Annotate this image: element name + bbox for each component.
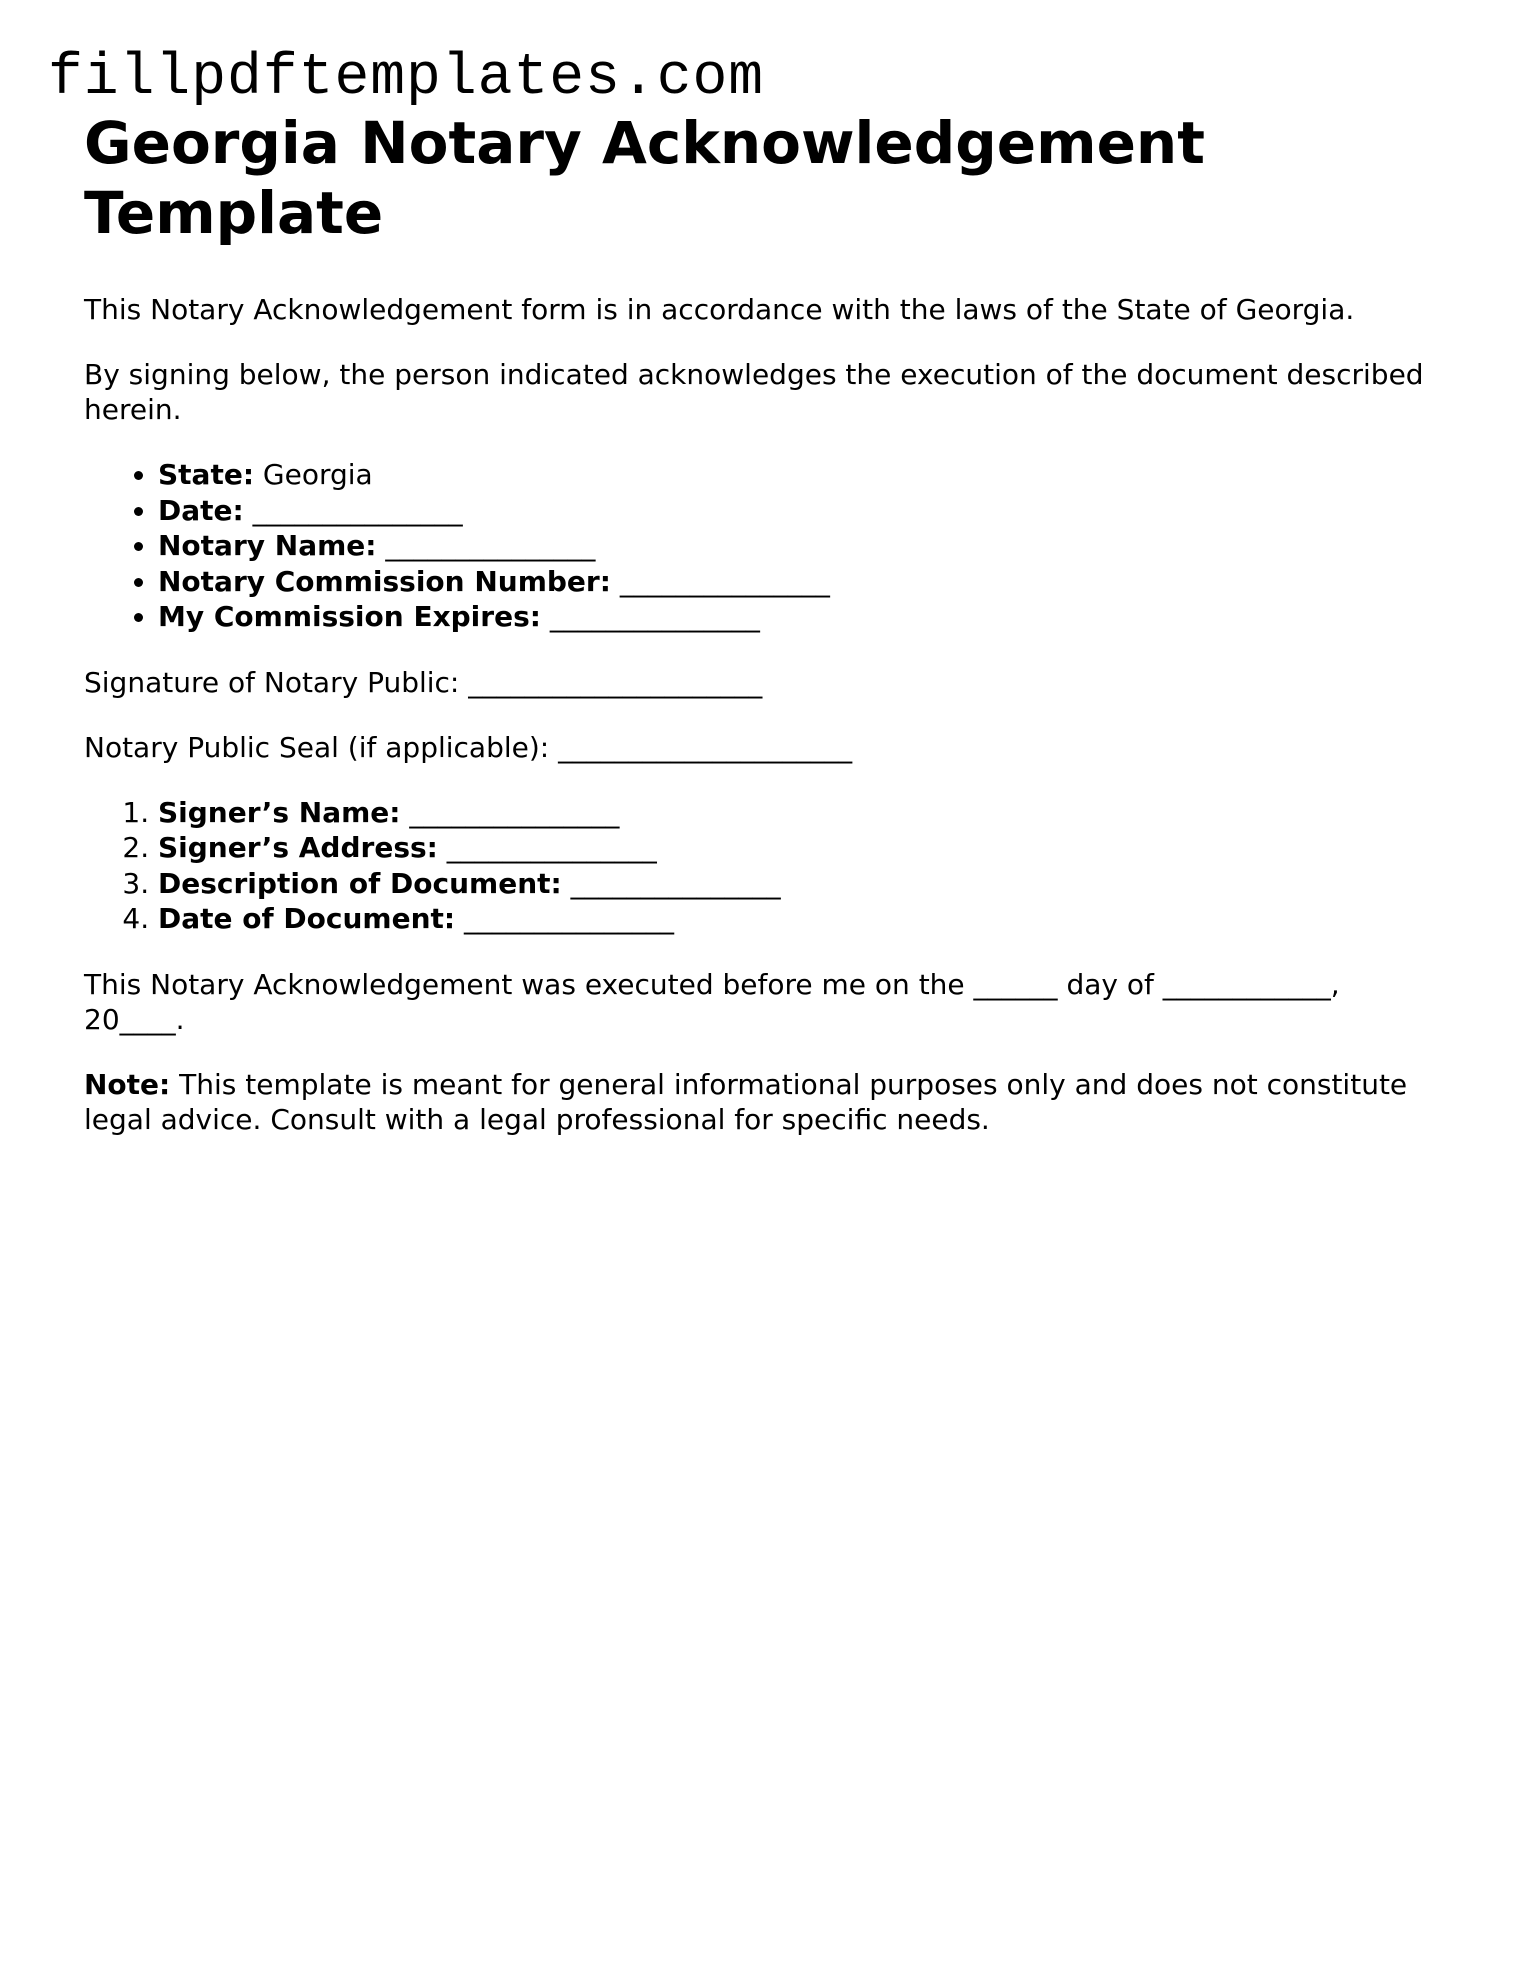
watermark-logo-text: fillpdftemplates.com: [48, 46, 765, 111]
list-item-commission-expires: [158, 599, 1444, 635]
statement-paragraph: By signing below, the person indicated acknowledges the execution of the document described herein.: [84, 358, 1424, 426]
list-item-commission-number: [158, 564, 1444, 600]
field-blank: _______________: [376, 529, 596, 562]
list-item-signer-address: [158, 830, 1444, 866]
field-label: Signer’s Name:: [158, 795, 401, 829]
note-text: This template is meant for general informational purposes only and does not constitute legal advice. Consult with a legal professional for specific needs.: [84, 1067, 1408, 1136]
signature-line: Signature of Notary Public: _____________________: [84, 665, 763, 699]
details-list: [84, 457, 1444, 635]
list-item-date: [158, 493, 1444, 529]
note-label: Note:: [84, 1067, 171, 1101]
field-blank: _______________: [540, 600, 760, 633]
field-label: Date of Document:: [158, 902, 456, 935]
document-page: [84, 108, 1444, 1137]
note-paragraph: [84, 1067, 1444, 1137]
list-item-state: [158, 457, 1444, 493]
field-blank: _______________: [243, 493, 463, 527]
list-item-notary-name: [158, 528, 1444, 564]
list-item-document-description: [158, 866, 1444, 902]
signer-fields-list: [84, 795, 1444, 937]
field-label: Date:: [158, 493, 244, 527]
field-label: Description of Document:: [158, 866, 562, 900]
page-title: Georgia Notary Acknowledgement Template: [84, 109, 1205, 247]
field-label: Notary Commission Number:: [158, 564, 611, 598]
intro-paragraph: This Notary Acknowledgement form is in accordance with the laws of the State of Georgia.: [84, 293, 1355, 326]
field-label: Signer’s Address:: [158, 831, 438, 864]
field-blank: _______________: [400, 795, 620, 829]
field-blank: _______________: [437, 831, 657, 864]
field-label: State:: [158, 458, 255, 491]
field-label: My Commission Expires:: [158, 600, 541, 633]
list-item-signer-name: [158, 795, 1444, 831]
list-item-document-date: [158, 901, 1444, 937]
seal-line: Notary Public Seal (if applicable): _____________________: [84, 730, 853, 764]
field-blank: _______________: [455, 902, 675, 935]
field-value: Georgia: [254, 458, 373, 491]
execution-statement: This Notary Acknowledgement was executed before me on the ______ day of ____________, 20____.: [84, 967, 1340, 1036]
field-label: Notary Name:: [158, 529, 377, 562]
field-blank: _______________: [610, 564, 830, 598]
field-blank: _______________: [561, 866, 781, 900]
